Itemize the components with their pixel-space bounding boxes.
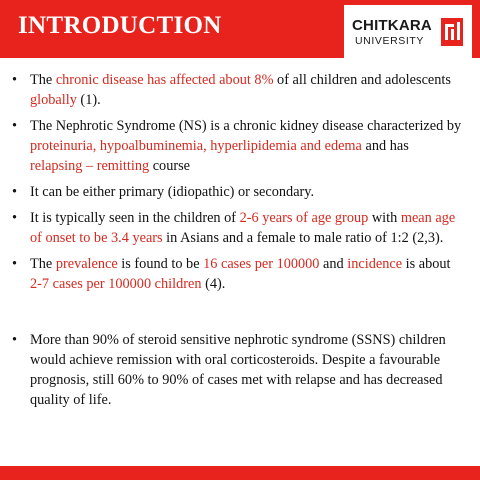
highlighted-text: 16 cases per 100000 bbox=[203, 256, 320, 272]
bullet-text: and has bbox=[361, 138, 409, 154]
bullet-text: The Nephrotic Syndrome (NS) is a chronic kidney disease characterized by bbox=[30, 118, 462, 134]
bullet-text: It is typically seen in the children of bbox=[30, 210, 240, 226]
logo-mark-icon bbox=[441, 18, 463, 46]
highlighted-text: mean age of onset to be 3.4 years bbox=[30, 210, 456, 246]
bullet-text: course bbox=[149, 158, 191, 174]
university-logo bbox=[344, 5, 472, 61]
bullet-text: of all children and adolescents bbox=[273, 72, 451, 88]
logo-subtitle: UNIVERSITY bbox=[355, 35, 425, 47]
bullet-text: and bbox=[319, 256, 348, 272]
logo-name: CHITKARA bbox=[352, 17, 432, 34]
bullet-item bbox=[10, 254, 464, 294]
bullet-text: (4). bbox=[201, 276, 226, 292]
bullet-item bbox=[10, 116, 464, 176]
highlighted-text: 2-6 years of age group bbox=[239, 210, 369, 226]
bullet-text: is found to be bbox=[117, 256, 204, 272]
bullet-text: The bbox=[30, 256, 56, 272]
highlighted-text: proteinuria, hypoalbuminemia, hyperlipidemia and edema bbox=[30, 138, 362, 154]
slide-title: INTRODUCTION bbox=[18, 12, 222, 39]
bullet-item bbox=[10, 208, 464, 248]
footer-bar bbox=[0, 466, 480, 480]
bullet-text: More than 90% of steroid sensitive nephrotic syndrome (SSNS) children would achieve remission with oral corticosteroids. Despite a favourable prognosis, still 60% to 90% of cases met with relapse and has decreased quality of life. bbox=[30, 332, 446, 408]
bullet-text: with bbox=[368, 210, 401, 226]
highlighted-text: incidence bbox=[347, 256, 403, 272]
highlighted-text: chronic disease has affected about 8% bbox=[55, 72, 274, 88]
bullet-text: It can be either primary (idiopathic) or secondary. bbox=[30, 184, 315, 200]
highlighted-text: 2-7 cases per 100000 children bbox=[30, 276, 202, 292]
highlighted-text: relapsing – remitting bbox=[30, 158, 150, 174]
highlighted-text: prevalence bbox=[55, 256, 118, 272]
bullet-text: The bbox=[30, 72, 56, 88]
bullet-text: is about bbox=[402, 256, 451, 272]
highlighted-text: globally bbox=[30, 92, 77, 108]
bullet-list bbox=[10, 70, 464, 416]
bullet-item bbox=[10, 330, 464, 410]
bullet-text: in Asians and a female to male ratio of 1:2 (2,3). bbox=[162, 230, 444, 246]
bullet-item bbox=[10, 70, 464, 110]
title-bar bbox=[0, 0, 480, 58]
bullet-item bbox=[10, 182, 464, 202]
bullet-text: (1). bbox=[76, 92, 101, 108]
